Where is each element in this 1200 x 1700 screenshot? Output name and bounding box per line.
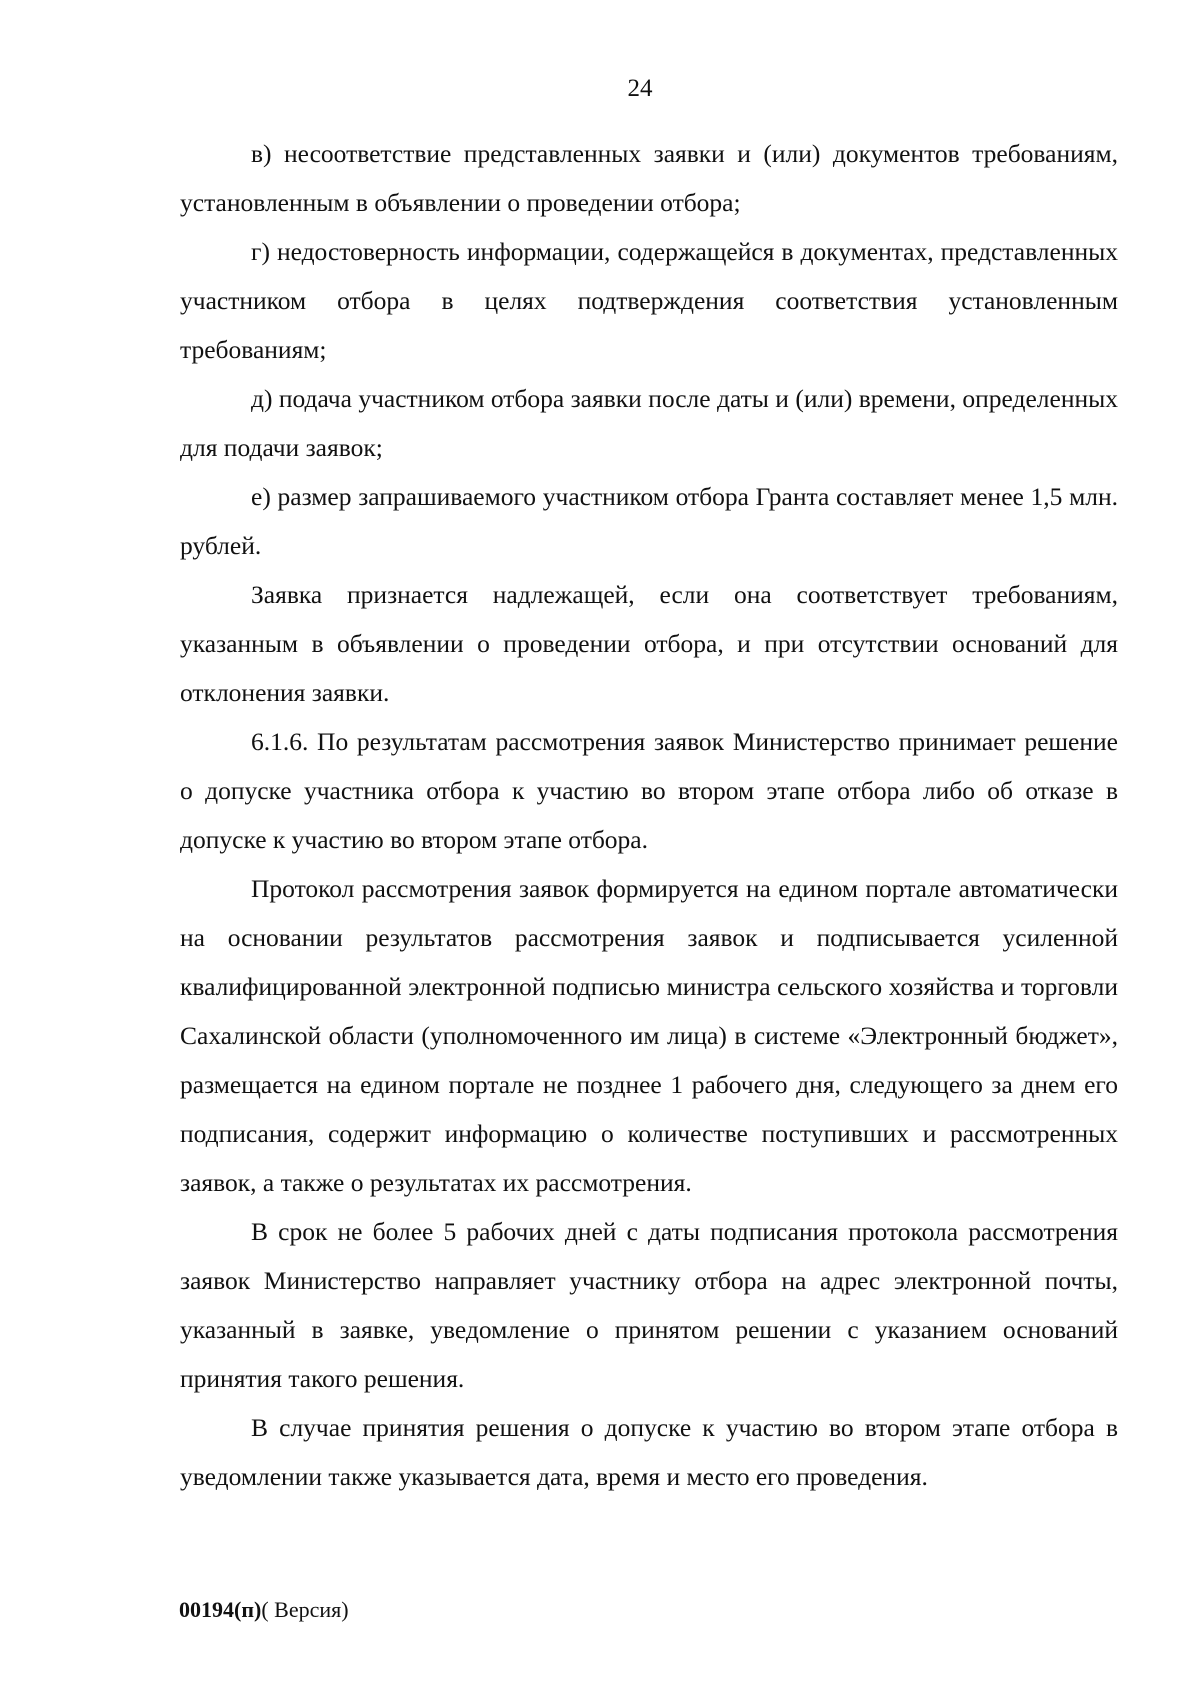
- paragraph-proper-application: Заявка признается надлежащей, если она соответствует требованиям, указанным в объявлении о проведении отбора, и при отсутствии оснований для отклонения заявки.: [180, 580, 1118, 707]
- paragraph-item-v: в) несоответствие представленных заявки и (или) документов требованиям, установленным в объявлении о проведении отбора;: [180, 139, 1118, 217]
- document-version: ( Версия): [261, 1597, 349, 1622]
- document-footer: [179, 1596, 349, 1624]
- paragraph-protocol: Протокол рассмотрения заявок формируется на едином портале автоматически на основании результатов рассмотрения заявок и подписывается усиленной квалифицированной электронной подписью министра сельского хозяйства и торговли Сахалинской области (уполномоченного им лица) в системе «Электронный бюджет», размещается на едином портале не позднее 1 рабочего дня, следующего за днем его подписания, содержит информацию о количестве поступивших и рассмотренных заявок, а также о результатах их рассмотрения.: [180, 874, 1118, 1197]
- paragraph-6-1-6: 6.1.6. По результатам рассмотрения заявок Министерство принимает решение о допуске участника отбора к участию во втором этапе отбора либо об отказе в допуске к участию во втором этапе отбора.: [180, 727, 1118, 854]
- paragraph-admission-notice: В случае принятия решения о допуске к участию во втором этапе отбора в уведомлении также указывается дата, время и место его проведения.: [180, 1413, 1118, 1491]
- paragraph-item-d: д) подача участником отбора заявки после даты и (или) времени, определенных для подачи заявок;: [180, 384, 1118, 462]
- document-body: [180, 129, 1118, 1501]
- page-number: 24: [627, 75, 653, 102]
- paragraph-item-g: г) недостоверность информации, содержащейся в документах, представленных участником отбора в целях подтверждения соответствия установленным требованиям;: [180, 237, 1118, 364]
- paragraph-notification-deadline: В срок не более 5 рабочих дней с даты подписания протокола рассмотрения заявок Министерство направляет участнику отбора на адрес электронной почты, указанный в заявке, уведомление о принятом решении с указанием оснований принятия такого решения.: [180, 1217, 1118, 1393]
- document-code: 00194(п): [179, 1597, 262, 1622]
- paragraph-item-e: е) размер запрашиваемого участником отбора Гранта составляет менее 1,5 млн. рублей.: [180, 482, 1118, 560]
